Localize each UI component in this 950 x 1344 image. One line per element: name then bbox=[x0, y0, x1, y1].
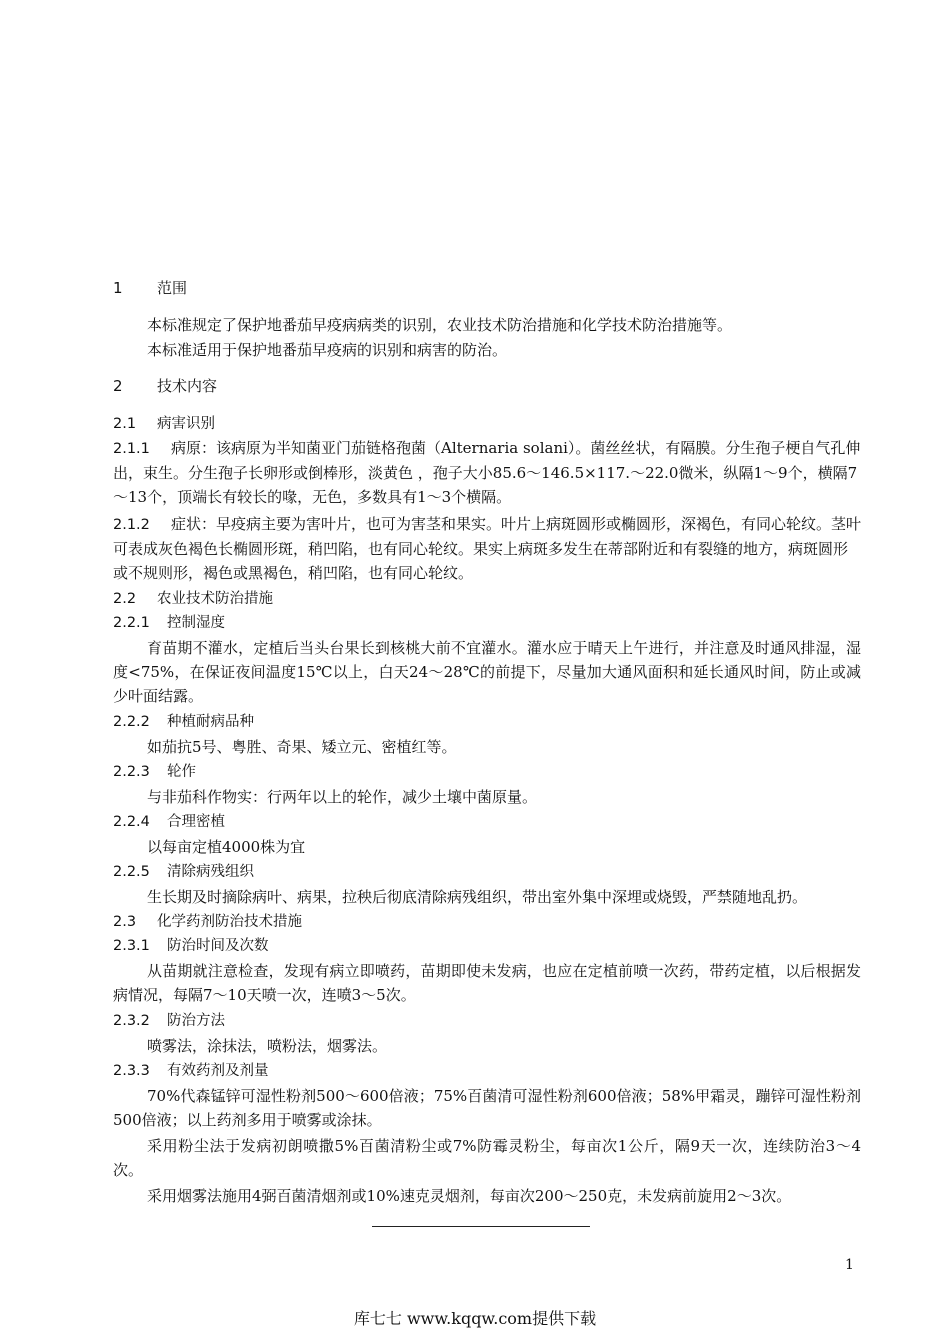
section-number: 2.3.2 bbox=[113, 1013, 150, 1029]
section-number: 2.1.2 bbox=[113, 517, 150, 533]
section-title: 防治方法 bbox=[167, 1013, 225, 1029]
section-title: 防治时间及次数 bbox=[167, 938, 269, 954]
section-number: 2.1.1 bbox=[113, 441, 150, 457]
paragraph: 以每亩定植4000株为宜 bbox=[147, 838, 306, 856]
section-2-2-4-heading bbox=[113, 810, 225, 834]
section-number: 2.3.1 bbox=[113, 938, 150, 954]
paragraph: 从苗期就注意检查，发现有病立即喷药，苗期即使未发病，也应在定植前喷一次药，带药定植，以后根据发病情况，每隔7～10天喷一次，连喷3～5次。 bbox=[113, 962, 861, 1004]
section-title: 种植耐病品种 bbox=[167, 714, 254, 730]
section-number: 2.3 bbox=[113, 914, 137, 930]
section-2-3-heading bbox=[113, 910, 302, 934]
page-number: 1 bbox=[845, 1257, 854, 1273]
section-2-heading bbox=[113, 374, 217, 398]
paragraph: 如茄抗5号、粤胜、奇果、矮立元、密植红等。 bbox=[147, 738, 457, 756]
section-number: 2.1 bbox=[113, 416, 137, 432]
paragraph: 病原：该病原为半知菌亚门茄链格孢菌（Alternaria solani）。菌丝丝状，有隔膜。分生孢子梗自气孔伸出，束生。分生孢子长卵形或倒棒形，淡黄色 ，孢子大小85.6～146.5×117.～22.0微米，纵隔1～9个，横隔7～13个，顶端长有较长的喙，无色，多数具有1～3个横隔。 bbox=[113, 439, 861, 506]
section-2-2-1-heading bbox=[113, 611, 225, 635]
section-number: 1 bbox=[113, 279, 123, 297]
section-2-2-heading bbox=[113, 587, 273, 611]
paragraph: 本标准规定了保护地番茄早疫病病类的识别，农业技术防治措施和化学技术防治措施等。 bbox=[147, 316, 733, 334]
section-title: 化学药剂防治技术措施 bbox=[157, 914, 302, 930]
section-title: 范围 bbox=[157, 279, 188, 297]
paragraph: 症状：早疫病主要为害叶片，也可为害茎和果实。叶片上病斑圆形或椭圆形，深褐色，有同心轮纹。茎叶可表成灰色褐色长椭圆形斑，稍凹陷，也有同心轮纹。果实上病斑多发生在蒂部附近和有裂缝的地方，病斑圆形或不规则形，褐色或黑褐色，稍凹陷，也有同心轮纹。 bbox=[113, 515, 862, 582]
section-title: 农业技术防治措施 bbox=[157, 591, 273, 607]
section-number: 2 bbox=[113, 377, 123, 395]
section-title: 清除病残组织 bbox=[167, 864, 254, 880]
section-2-2-5-heading bbox=[113, 860, 254, 884]
paragraph: 采用粉尘法于发病初朗喷撒5%百菌清粉尘或7%防霉灵粉尘，每亩次1公斤，隔9天一次，连续防治3～4次。 bbox=[113, 1137, 861, 1179]
section-number: 2.2 bbox=[113, 591, 137, 607]
section-title: 轮作 bbox=[167, 764, 196, 780]
section-2-2-2-heading bbox=[113, 710, 254, 734]
section-title: 病害识别 bbox=[157, 416, 215, 432]
section-2-2-3-heading bbox=[113, 760, 196, 784]
section-number: 2.2.2 bbox=[113, 714, 150, 730]
section-number: 2.2.5 bbox=[113, 864, 150, 880]
section-2-3-1-heading bbox=[113, 934, 269, 958]
section-2-1-2 bbox=[113, 512, 861, 585]
section-2-1-1 bbox=[113, 436, 861, 509]
section-number: 2.3.3 bbox=[113, 1063, 150, 1079]
section-1-heading bbox=[113, 276, 187, 300]
section-number: 2.2.3 bbox=[113, 764, 150, 780]
section-2-1-heading bbox=[113, 412, 215, 436]
paragraph: 与非茄科作物实：行两年以上的轮作，减少土壤中菌原量。 bbox=[147, 788, 538, 806]
paragraph: 生长期及时摘除病叶、病果，拉秧后彻底清除病残组织，带出室外集中深埋或烧毁，严禁随地乱扔。 bbox=[147, 888, 808, 906]
section-2-3-2-heading bbox=[113, 1009, 225, 1033]
section-number: 2.2.4 bbox=[113, 814, 150, 830]
paragraph: 育苗期不灌水，定植后当头台果长到核桃大前不宜灌水。灌水应于晴天上午进行，并注意及时通风排湿，湿度<75%，在保证夜间温度15℃以上，白天24～28℃的前提下，尽量加大通风面积和延长通风时间，防止或减少叶面结露。 bbox=[113, 639, 861, 705]
footer-watermark: 库七七 www.kqqw.com提供下载 bbox=[353, 1309, 597, 1328]
section-title: 有效药剂及剂量 bbox=[167, 1063, 269, 1079]
paragraph: 喷雾法，涂抹法，喷粉法，烟雾法。 bbox=[147, 1037, 388, 1055]
section-title: 控制湿度 bbox=[167, 615, 225, 631]
section-title: 技术内容 bbox=[157, 377, 218, 395]
paragraph: 70%代森锰锌可湿性粉剂500～600倍液；75%百菌清可湿性粉剂600倍液；58%甲霜灵，蹦锌可湿性粉剂500倍液；以上药剂多用于喷雾或涂抹。 bbox=[113, 1087, 861, 1129]
section-2-3-3-heading bbox=[113, 1059, 269, 1083]
paragraph: 本标准适用于保护地番茄早疫病的识别和病害的防治。 bbox=[147, 341, 508, 359]
section-title: 合理密植 bbox=[167, 814, 225, 830]
paragraph: 采用烟雾法施用4弼百菌清烟剂或10%速克灵烟剂，每亩次200～250克，未发病前旋用2～3次。 bbox=[147, 1187, 792, 1205]
end-rule bbox=[372, 1226, 590, 1227]
section-number: 2.2.1 bbox=[113, 615, 150, 631]
